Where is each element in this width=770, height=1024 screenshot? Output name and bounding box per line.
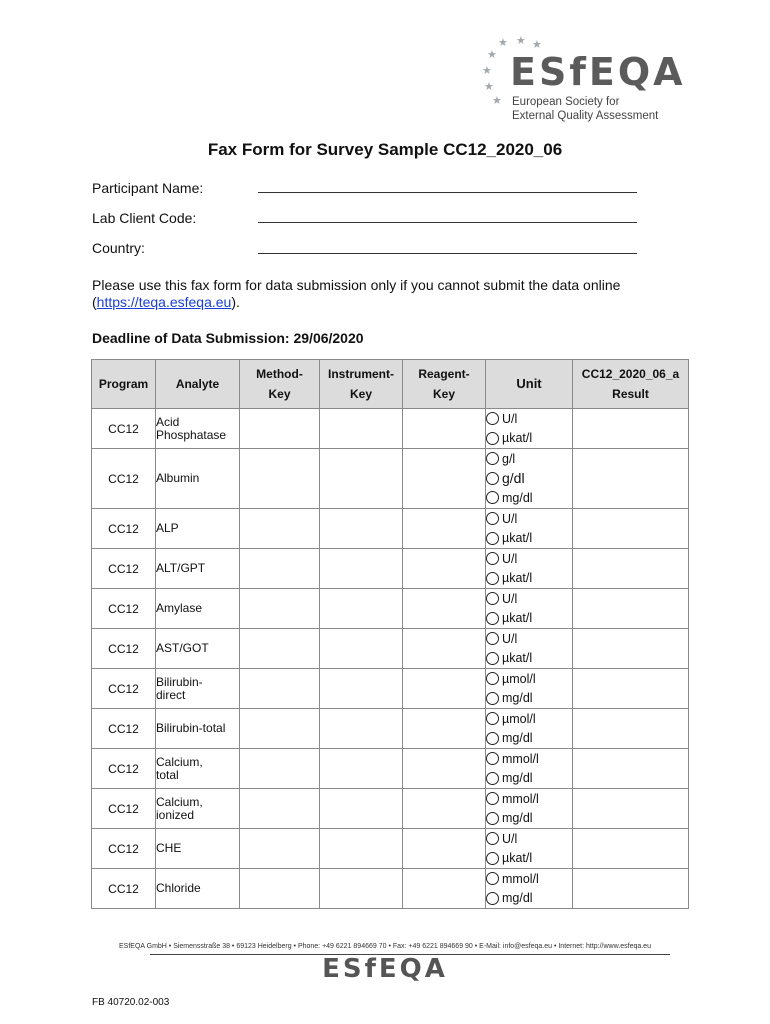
- unit-option[interactable]: [486, 609, 572, 629]
- analyte-cell: Bilirubin-total: [156, 709, 240, 749]
- reagent-key-input[interactable]: [403, 409, 486, 449]
- method-key-input[interactable]: [240, 549, 320, 589]
- program-cell: CC12: [92, 409, 156, 449]
- radio-icon[interactable]: [486, 872, 499, 885]
- radio-icon[interactable]: [486, 752, 499, 765]
- unit-option[interactable]: [486, 869, 572, 889]
- result-input[interactable]: [573, 709, 689, 749]
- program-cell: CC12: [92, 629, 156, 669]
- table-row: [92, 509, 689, 549]
- unit-label: µmol/l: [502, 671, 536, 686]
- instrument-key-input[interactable]: [320, 629, 403, 669]
- unit-label: mg/dl: [502, 691, 533, 706]
- star-icon: ★: [482, 65, 492, 77]
- lab-client-code-label: Lab Client Code:: [92, 210, 197, 226]
- table-row: [92, 749, 689, 789]
- unit-options: [486, 829, 573, 869]
- instrument-key-input[interactable]: [320, 449, 403, 509]
- reagent-key-input[interactable]: [403, 749, 486, 789]
- program-cell: CC12: [92, 869, 156, 909]
- analyte-cell: CHE: [156, 829, 240, 869]
- method-key-input[interactable]: [240, 589, 320, 629]
- result-input[interactable]: [573, 669, 689, 709]
- radio-icon[interactable]: [486, 491, 499, 504]
- unit-option[interactable]: [486, 649, 572, 669]
- result-input[interactable]: [573, 409, 689, 449]
- unit-label: µkat/l: [502, 571, 533, 586]
- footer-address: ESfEQA GmbH • Siemensstraße 38 • 69123 Heidelberg • Phone: +49 6221 894669 70 • Fax: +49 6221 894669 90 • E-Mail: info@esfeqa.eu • Internet: http://www.esfeqa.eu: [119, 943, 651, 950]
- reagent-key-input[interactable]: [403, 869, 486, 909]
- radio-icon[interactable]: [486, 712, 499, 725]
- unit-option[interactable]: [486, 449, 572, 469]
- star-icon: ★: [516, 35, 526, 47]
- country-label: Country:: [92, 240, 145, 256]
- form-title: Fax Form for Survey Sample CC12_2020_06: [207, 140, 563, 159]
- result-input[interactable]: [573, 629, 689, 669]
- radio-icon[interactable]: [486, 732, 499, 745]
- unit-label: U/l: [502, 591, 518, 606]
- star-icon: ★: [487, 49, 497, 61]
- participant-name-label: Participant Name:: [92, 180, 204, 196]
- table-row: [92, 449, 689, 509]
- instrument-key-input[interactable]: [320, 589, 403, 629]
- method-key-input[interactable]: [240, 869, 320, 909]
- result-input[interactable]: [573, 589, 689, 629]
- program-cell: CC12: [92, 449, 156, 509]
- unit-label: mg/dl: [502, 811, 533, 826]
- unit-option[interactable]: [486, 729, 572, 749]
- analyte-cell: Bilirubin- direct: [156, 669, 240, 709]
- star-icon: ★: [532, 39, 542, 51]
- analyte-cell: Calcium, total: [156, 749, 240, 789]
- method-key-input[interactable]: [240, 669, 320, 709]
- col-method-key: Method- Key: [240, 360, 320, 409]
- program-cell: CC12: [92, 589, 156, 629]
- radio-icon[interactable]: [486, 592, 499, 605]
- radio-icon[interactable]: [486, 792, 499, 805]
- analyte-cell: Chloride: [156, 869, 240, 909]
- method-key-input[interactable]: [240, 449, 320, 509]
- instrument-key-input[interactable]: [320, 869, 403, 909]
- reagent-key-input[interactable]: [403, 789, 486, 829]
- instrument-key-input[interactable]: [320, 709, 403, 749]
- logo-subtitle: European Society for External Quality Assessment: [512, 96, 659, 122]
- radio-icon[interactable]: [486, 852, 499, 865]
- unit-label: µkat/l: [502, 611, 533, 626]
- unit-options: [486, 869, 573, 909]
- program-cell: CC12: [92, 669, 156, 709]
- program-cell: CC12: [92, 749, 156, 789]
- unit-label: mmol/l: [502, 871, 539, 886]
- program-cell: CC12: [92, 509, 156, 549]
- unit-option[interactable]: [486, 849, 572, 869]
- unit-label: µmol/l: [502, 711, 536, 726]
- instrument-key-input[interactable]: [320, 789, 403, 829]
- star-icon: ★: [492, 95, 502, 107]
- radio-icon[interactable]: [486, 552, 499, 565]
- reagent-key-input[interactable]: [403, 449, 486, 509]
- form-number: FB 40720.02-003: [92, 997, 170, 1008]
- unit-option[interactable]: [486, 469, 572, 489]
- radio-icon[interactable]: [486, 472, 499, 485]
- analyte-cell: AST/GOT: [156, 629, 240, 669]
- unit-options: [486, 509, 573, 549]
- unit-label: mmol/l: [502, 751, 539, 766]
- unit-options: [486, 789, 573, 829]
- unit-option[interactable]: [486, 769, 572, 789]
- unit-option[interactable]: [486, 889, 572, 909]
- method-key-input[interactable]: [240, 409, 320, 449]
- star-icon: ★: [498, 37, 508, 49]
- unit-option[interactable]: [486, 669, 572, 689]
- result-input[interactable]: [573, 509, 689, 549]
- radio-icon[interactable]: [486, 612, 499, 625]
- unit-option[interactable]: [486, 809, 572, 829]
- reagent-key-input[interactable]: [403, 709, 486, 749]
- unit-options: [486, 709, 573, 749]
- unit-options: [486, 589, 573, 629]
- unit-option[interactable]: [486, 529, 572, 549]
- instrument-key-input[interactable]: [320, 669, 403, 709]
- method-key-input[interactable]: [240, 709, 320, 749]
- esfeqa-logo: [482, 35, 686, 126]
- unit-options: [486, 669, 573, 709]
- unit-label: µkat/l: [502, 651, 533, 666]
- reagent-key-input[interactable]: [403, 589, 486, 629]
- unit-label: U/l: [502, 631, 518, 646]
- instrument-key-input[interactable]: [320, 829, 403, 869]
- analyte-cell: ALT/GPT: [156, 549, 240, 589]
- result-input[interactable]: [573, 789, 689, 829]
- instrument-key-input[interactable]: [320, 509, 403, 549]
- col-unit: Unit: [486, 360, 573, 409]
- result-input[interactable]: [573, 829, 689, 869]
- analyte-cell: Acid Phosphatase: [156, 409, 240, 449]
- result-input[interactable]: [573, 749, 689, 789]
- lab-client-code-field[interactable]: [258, 222, 637, 223]
- logo-wordmark: ESfEQA: [510, 50, 686, 94]
- reagent-key-input[interactable]: [403, 669, 486, 709]
- unit-label: U/l: [502, 411, 518, 426]
- unit-option[interactable]: [486, 789, 572, 809]
- unit-label: U/l: [502, 831, 518, 846]
- instrument-key-input[interactable]: [320, 549, 403, 589]
- col-analyte: Analyte: [156, 360, 240, 409]
- program-cell: CC12: [92, 709, 156, 749]
- analyte-cell: Calcium, ionized: [156, 789, 240, 829]
- col-program: Program: [92, 360, 156, 409]
- analyte-cell: ALP: [156, 509, 240, 549]
- analyte-cell: Amylase: [156, 589, 240, 629]
- col-result: CC12_2020_06_a Result: [573, 360, 689, 409]
- reagent-key-input[interactable]: [403, 549, 486, 589]
- analyte-cell: Albumin: [156, 449, 240, 509]
- radio-icon[interactable]: [486, 672, 499, 685]
- unit-label: mg/dl: [502, 771, 533, 786]
- unit-option[interactable]: [486, 689, 572, 709]
- unit-option[interactable]: [486, 549, 572, 569]
- radio-icon[interactable]: [486, 512, 499, 525]
- radio-icon[interactable]: [486, 432, 499, 445]
- table-row: [92, 409, 689, 449]
- radio-icon[interactable]: [486, 892, 499, 905]
- radio-icon[interactable]: [486, 812, 499, 825]
- star-icon: ★: [484, 81, 494, 93]
- radio-icon[interactable]: [486, 452, 499, 465]
- radio-icon[interactable]: [486, 832, 499, 845]
- method-key-input[interactable]: [240, 629, 320, 669]
- unit-options: [486, 449, 573, 509]
- unit-option[interactable]: [486, 629, 572, 649]
- reagent-key-input[interactable]: [403, 509, 486, 549]
- reagent-key-input[interactable]: [403, 829, 486, 869]
- unit-option[interactable]: [486, 589, 572, 609]
- unit-label: µkat/l: [502, 431, 533, 446]
- program-cell: CC12: [92, 789, 156, 829]
- unit-label: g/l: [502, 451, 516, 466]
- radio-icon[interactable]: [486, 532, 499, 545]
- method-key-input[interactable]: [240, 829, 320, 869]
- table-row: [92, 709, 689, 749]
- unit-label: U/l: [502, 551, 518, 566]
- unit-label: µkat/l: [502, 851, 533, 866]
- unit-options: [486, 749, 573, 789]
- unit-option[interactable]: [486, 509, 572, 529]
- program-cell: CC12: [92, 829, 156, 869]
- unit-option[interactable]: [486, 569, 572, 589]
- radio-icon[interactable]: [486, 772, 499, 785]
- unit-label: mg/dl: [502, 891, 533, 906]
- result-input[interactable]: [573, 549, 689, 589]
- unit-option[interactable]: [486, 429, 572, 449]
- data-table: [91, 359, 689, 909]
- radio-icon[interactable]: [486, 652, 499, 665]
- result-input[interactable]: [573, 449, 689, 509]
- unit-options: [486, 409, 573, 449]
- method-key-input[interactable]: [240, 749, 320, 789]
- radio-icon[interactable]: [486, 572, 499, 585]
- footer-logo: ESfEQA: [322, 954, 448, 984]
- submission-notice: Please use this fax form for data submission only if you cannot submit the data online (https://teqa.esfeqa.eu).: [92, 277, 621, 310]
- unit-option[interactable]: [486, 749, 572, 769]
- col-instrument-key: Instrument- Key: [320, 360, 403, 409]
- country-field[interactable]: [258, 253, 637, 254]
- table-row: [92, 789, 689, 829]
- table-row: [92, 549, 689, 589]
- col-reagent-key: Reagent- Key: [403, 360, 486, 409]
- unit-label: mmol/l: [502, 791, 539, 806]
- unit-options: [486, 629, 573, 669]
- program-cell: CC12: [92, 549, 156, 589]
- table-row: [92, 869, 689, 909]
- online-submission-link[interactable]: https://teqa.esfeqa.eu: [96, 294, 232, 310]
- unit-label: µkat/l: [502, 531, 533, 546]
- unit-option[interactable]: [486, 829, 572, 849]
- unit-options: [486, 549, 573, 589]
- participant-name-field[interactable]: [258, 192, 637, 193]
- unit-label: U/l: [502, 511, 518, 526]
- radio-icon[interactable]: [486, 632, 499, 645]
- unit-label: g/dl: [502, 470, 525, 487]
- method-key-input[interactable]: [240, 789, 320, 829]
- table-row: [92, 669, 689, 709]
- unit-label: mg/dl: [502, 731, 533, 746]
- instrument-key-input[interactable]: [320, 749, 403, 789]
- unit-option[interactable]: [486, 709, 572, 729]
- deadline-text: Deadline of Data Submission: 29/06/2020: [92, 330, 364, 346]
- table-row: [92, 589, 689, 629]
- radio-icon[interactable]: [486, 412, 499, 425]
- method-key-input[interactable]: [240, 509, 320, 549]
- radio-icon[interactable]: [486, 692, 499, 705]
- result-input[interactable]: [573, 869, 689, 909]
- instrument-key-input[interactable]: [320, 409, 403, 449]
- table-row: [92, 629, 689, 669]
- unit-label: mg/dl: [502, 490, 533, 505]
- reagent-key-input[interactable]: [403, 629, 486, 669]
- table-row: [92, 829, 689, 869]
- unit-option[interactable]: [486, 409, 572, 429]
- unit-option[interactable]: [486, 488, 572, 508]
